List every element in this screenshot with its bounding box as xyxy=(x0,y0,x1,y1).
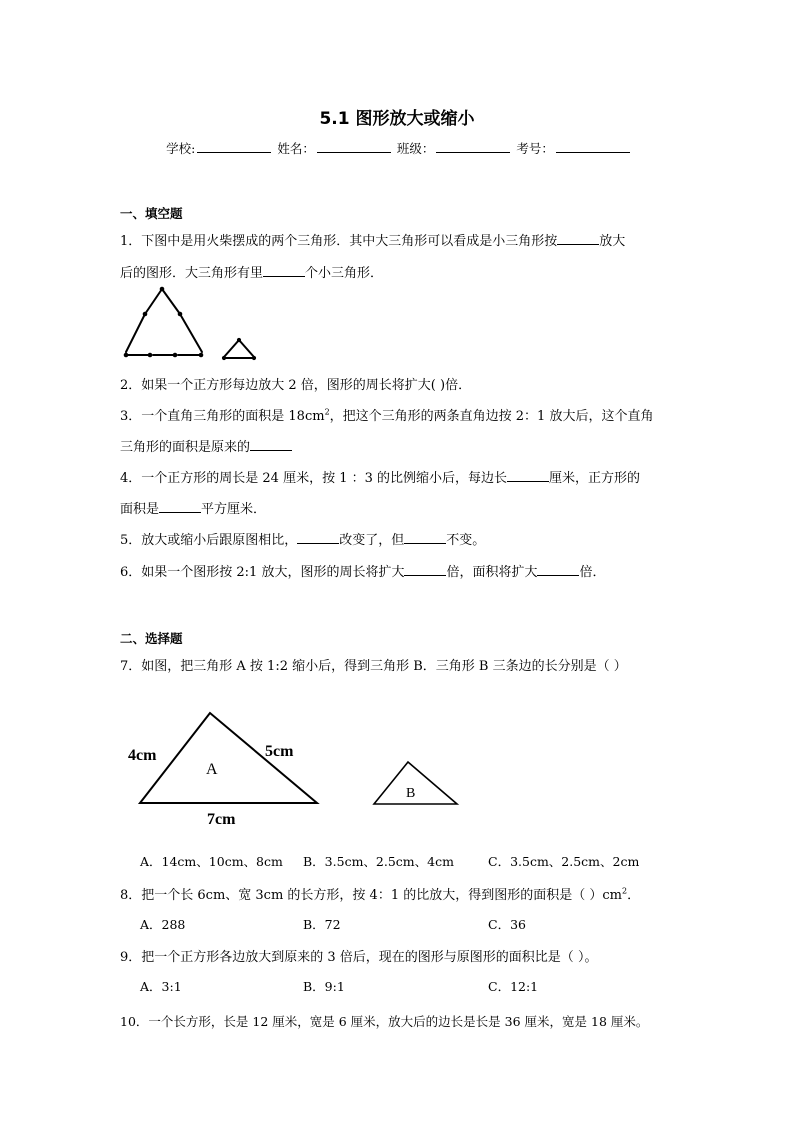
triangle-b-label: B xyxy=(406,786,416,801)
question-5-blank-2[interactable] xyxy=(404,531,446,544)
question-4-text-c: 面积是 xyxy=(120,502,160,517)
question-8-option-a[interactable]: A．288 xyxy=(140,917,186,932)
question-4-line-1 xyxy=(120,467,640,486)
question-2: 2．如果一个正方形每边放大 2 倍，图形的周长将扩大( )倍． xyxy=(120,378,472,393)
class-label: 班级： xyxy=(396,141,435,156)
exam-no-label: 考号： xyxy=(516,141,554,156)
question-3-text-c: 三角形的面积是原来的 xyxy=(120,440,251,455)
question-3-text-b: ，把这个三角形的两条直角边按 2：1 放大后，这个直角 xyxy=(329,409,654,424)
question-10: 10．一个长方形，长是 12 厘米，宽是 6 厘米，放大后的边长是长是 36 厘米，宽是 18 厘米。 xyxy=(120,1014,649,1029)
question-3-line-1 xyxy=(120,405,653,424)
question-6 xyxy=(120,561,606,580)
question-6-blank-2[interactable] xyxy=(537,563,579,576)
triangle-b xyxy=(374,762,457,804)
triangles-a-b-figure xyxy=(120,700,480,832)
small-matchstick-triangle xyxy=(224,340,254,358)
question-8-superscript: 2 xyxy=(621,886,628,896)
triangle-a-label: A xyxy=(206,761,218,778)
question-8 xyxy=(120,884,640,903)
question-6-text-a: 6．如果一个图形按 2:1 放大，图形的周长将扩大 xyxy=(120,565,405,580)
triangle-a-right-side-label: 5cm xyxy=(265,743,294,760)
question-9: 9．把一个正方形各边放大到原来的 3 倍后，现在的图形与原图形的面积比是（ ）。 xyxy=(120,950,598,965)
large-matchstick-triangle xyxy=(126,289,202,355)
question-7-option-a[interactable]: A．14cm、10cm、8cm xyxy=(140,854,283,869)
question-8-text-b: ． xyxy=(627,888,641,903)
name-label: 姓名： xyxy=(277,141,315,156)
question-5 xyxy=(120,529,485,548)
section-heading-fill-blank: 一、填空题 xyxy=(120,206,183,221)
question-1-text-d: 个小三角形． xyxy=(305,266,384,281)
question-1-line-2 xyxy=(120,262,383,281)
question-1-blank-2[interactable] xyxy=(263,264,305,277)
name-blank[interactable] xyxy=(317,140,391,153)
school-label: 学校: xyxy=(166,141,196,156)
question-7: 7．如图，把三角形 A 按 1:2 缩小后，得到三角形 B．三角形 B 三条边的长分别是（ ） xyxy=(120,659,627,674)
question-6-text-b: 倍，面积将扩大 xyxy=(446,565,538,580)
exam-no-blank[interactable] xyxy=(556,140,630,153)
question-9-option-b[interactable]: B．9:1 xyxy=(303,979,345,994)
question-1-text-b: 放大 xyxy=(599,234,626,249)
question-1-line-1 xyxy=(120,230,625,249)
question-3-superscript: 2 xyxy=(324,407,330,417)
page-title: 5.1 图形放大或缩小 xyxy=(319,109,475,129)
question-4-text-b: 厘米，正方形的 xyxy=(549,471,641,486)
question-6-text-c: 倍． xyxy=(579,565,606,580)
question-9-option-a[interactable]: A．3:1 xyxy=(140,979,182,994)
question-4-blank-2[interactable] xyxy=(159,500,201,513)
section-heading-multiple-choice: 二、选择题 xyxy=(120,631,183,646)
question-4-blank-1[interactable] xyxy=(507,469,549,482)
question-3-line-2 xyxy=(120,436,292,455)
question-7-option-b[interactable]: B．3.5cm、2.5cm、4cm xyxy=(303,854,454,869)
student-info-line xyxy=(0,139,794,157)
question-1-blank-1[interactable] xyxy=(557,232,599,245)
school-blank[interactable] xyxy=(197,140,271,153)
question-4-line-2 xyxy=(120,498,266,517)
question-5-text-b: 改变了，但 xyxy=(339,533,405,548)
triangle-a-left-side-label: 4cm xyxy=(128,747,157,764)
question-5-text-c: 不变。 xyxy=(446,533,486,548)
question-1-text-a: 1．下图中是用火柴摆成的两个三角形．其中大三角形可以看成是小三角形按 xyxy=(120,234,558,249)
question-3-blank[interactable] xyxy=(250,438,292,451)
question-5-text-a: 5．放大或缩小后跟原图相比， xyxy=(120,533,298,548)
question-8-text-a: 8．把一个长 6cm、宽 3cm 的长方形，按 4：1 的比放大，得到图形的面积是（ ）cm xyxy=(120,888,622,903)
class-blank[interactable] xyxy=(436,140,510,153)
question-6-blank-1[interactable] xyxy=(404,563,446,576)
question-8-option-b[interactable]: B．72 xyxy=(303,917,341,932)
question-5-blank-1[interactable] xyxy=(297,531,339,544)
question-4-text-a: 4．一个正方形的周长是 24 厘米，按 1 ：3 的比例缩小后，每边长 xyxy=(120,471,508,486)
question-3-text-a: 3．一个直角三角形的面积是 18cm xyxy=(120,409,325,424)
question-9-option-c[interactable]: C．12:1 xyxy=(488,979,539,994)
question-8-option-c[interactable]: C．36 xyxy=(488,917,526,932)
matchstick-triangles-figure xyxy=(118,284,268,362)
question-1-text-c: 后的图形．大三角形有里 xyxy=(120,266,264,281)
triangle-a-bottom-side-label: 7cm xyxy=(207,811,236,828)
question-7-option-c[interactable]: C．3.5cm、2.5cm、2cm xyxy=(488,854,640,869)
question-4-text-d: 平方厘米． xyxy=(201,502,267,517)
